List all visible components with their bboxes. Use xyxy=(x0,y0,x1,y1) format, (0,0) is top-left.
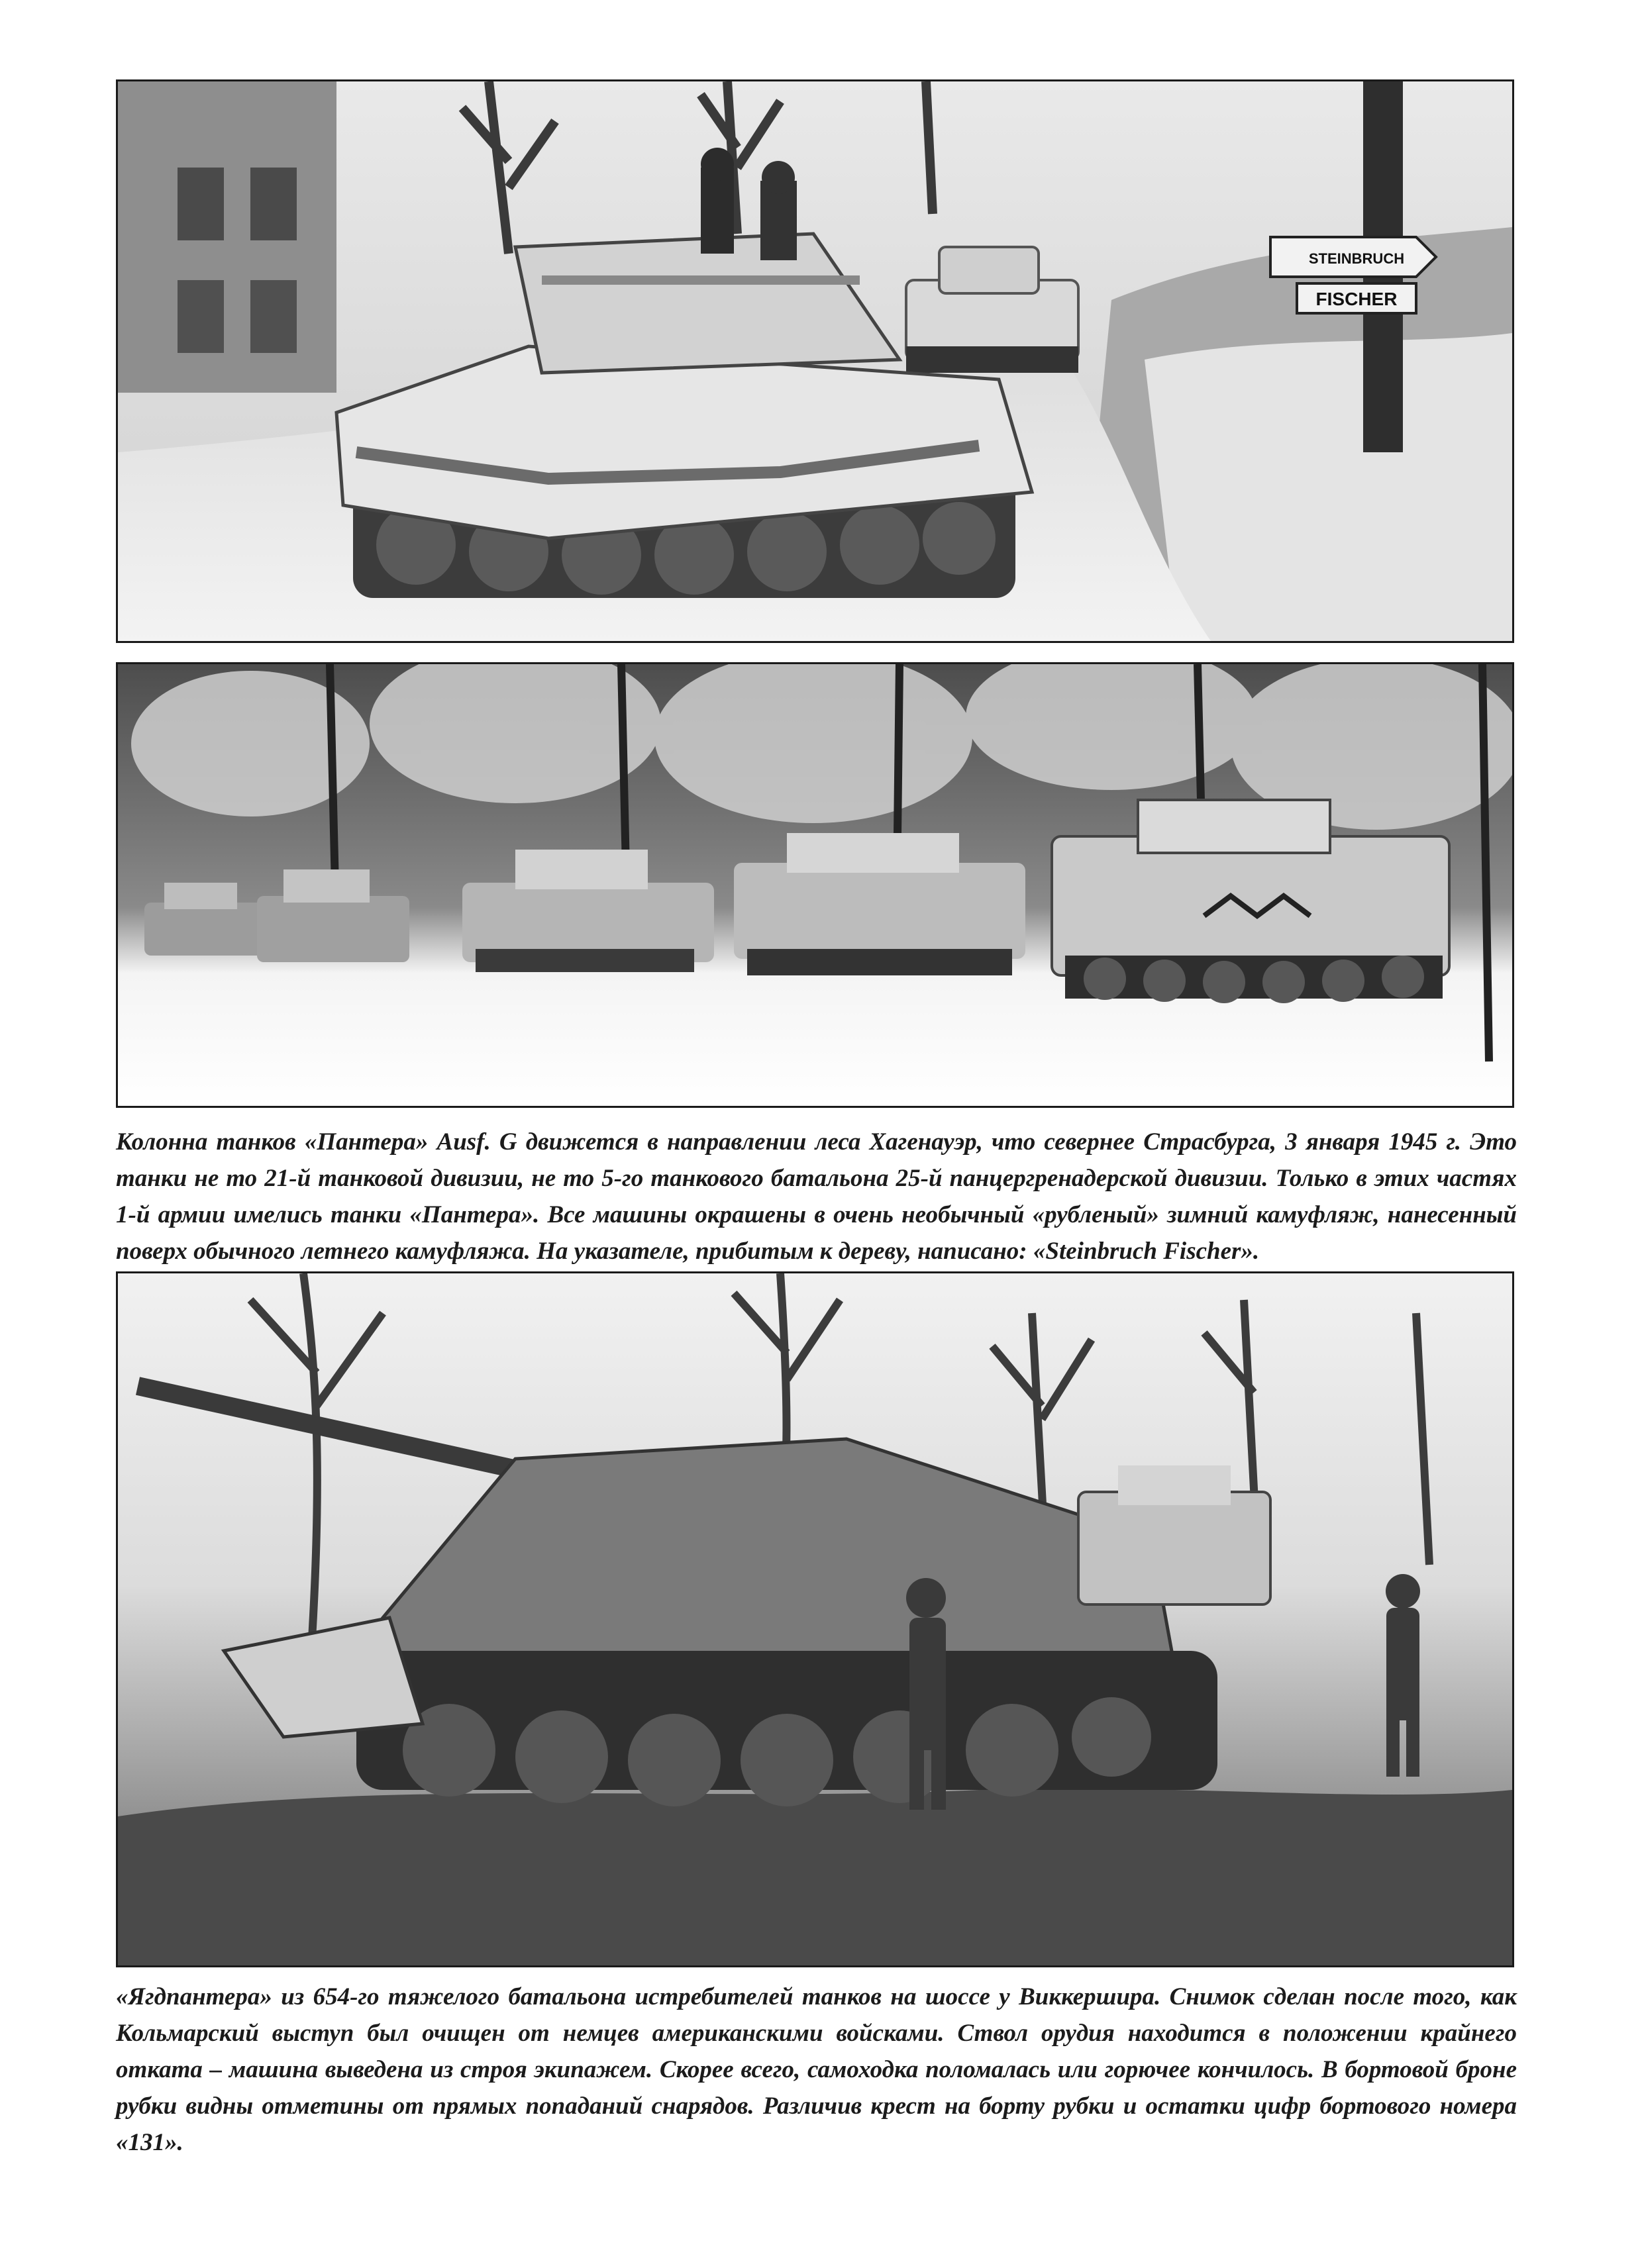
photo-panther-road xyxy=(116,79,1514,643)
sign-line-2: FISCHER xyxy=(1315,289,1398,309)
caption-jagdpanther: «Ягдпантера» из 654-го тяжелого батальона истребителей танков на шоссе у Виккершира. Снимок сделан после того, как Кольмарский выступ был очищен от немцев американскими войсками. Ствол орудия находится в положении крайнего отката – машина выведена из строя экипажем. Скорее всего, самоходка поломалась или горючее кончилось. В бортовой броне рубки видны отметины от прямых попаданий снарядов. Различив крест на борту рубки и остатки цифр бортового номера «131». xyxy=(116,1983,1517,2156)
caption-panther-column: Колонна танков «Пантера» Ausf. G движется в направлении леса Хагенауэр, что севернее Страсбурга, 3 января 1945 г. Это танки не то 21-й танковой дивизии, не то 5-го танкового батальона 25-й панцергренадерской дивизии. Только в этих частях 1-й армии имелись танки «Пантера». Все машины окрашены в очень необычный «рубленый» зимний камуфляж, нанесенный поверх обычного летнего камуфляжа. На указателе, прибитым к дереву, написано: «Steinbruch Fischer». xyxy=(116,1128,1517,1265)
building xyxy=(118,81,336,393)
sign-line-1: STEINBRUCH xyxy=(1308,250,1405,267)
photo-panther-column xyxy=(116,662,1514,1108)
photo-panther-road-image xyxy=(118,81,1512,641)
photo-jagdpanther xyxy=(116,1271,1514,1967)
photo-panther-column-image xyxy=(118,664,1512,1106)
photo-jagdpanther-image xyxy=(118,1273,1512,1965)
